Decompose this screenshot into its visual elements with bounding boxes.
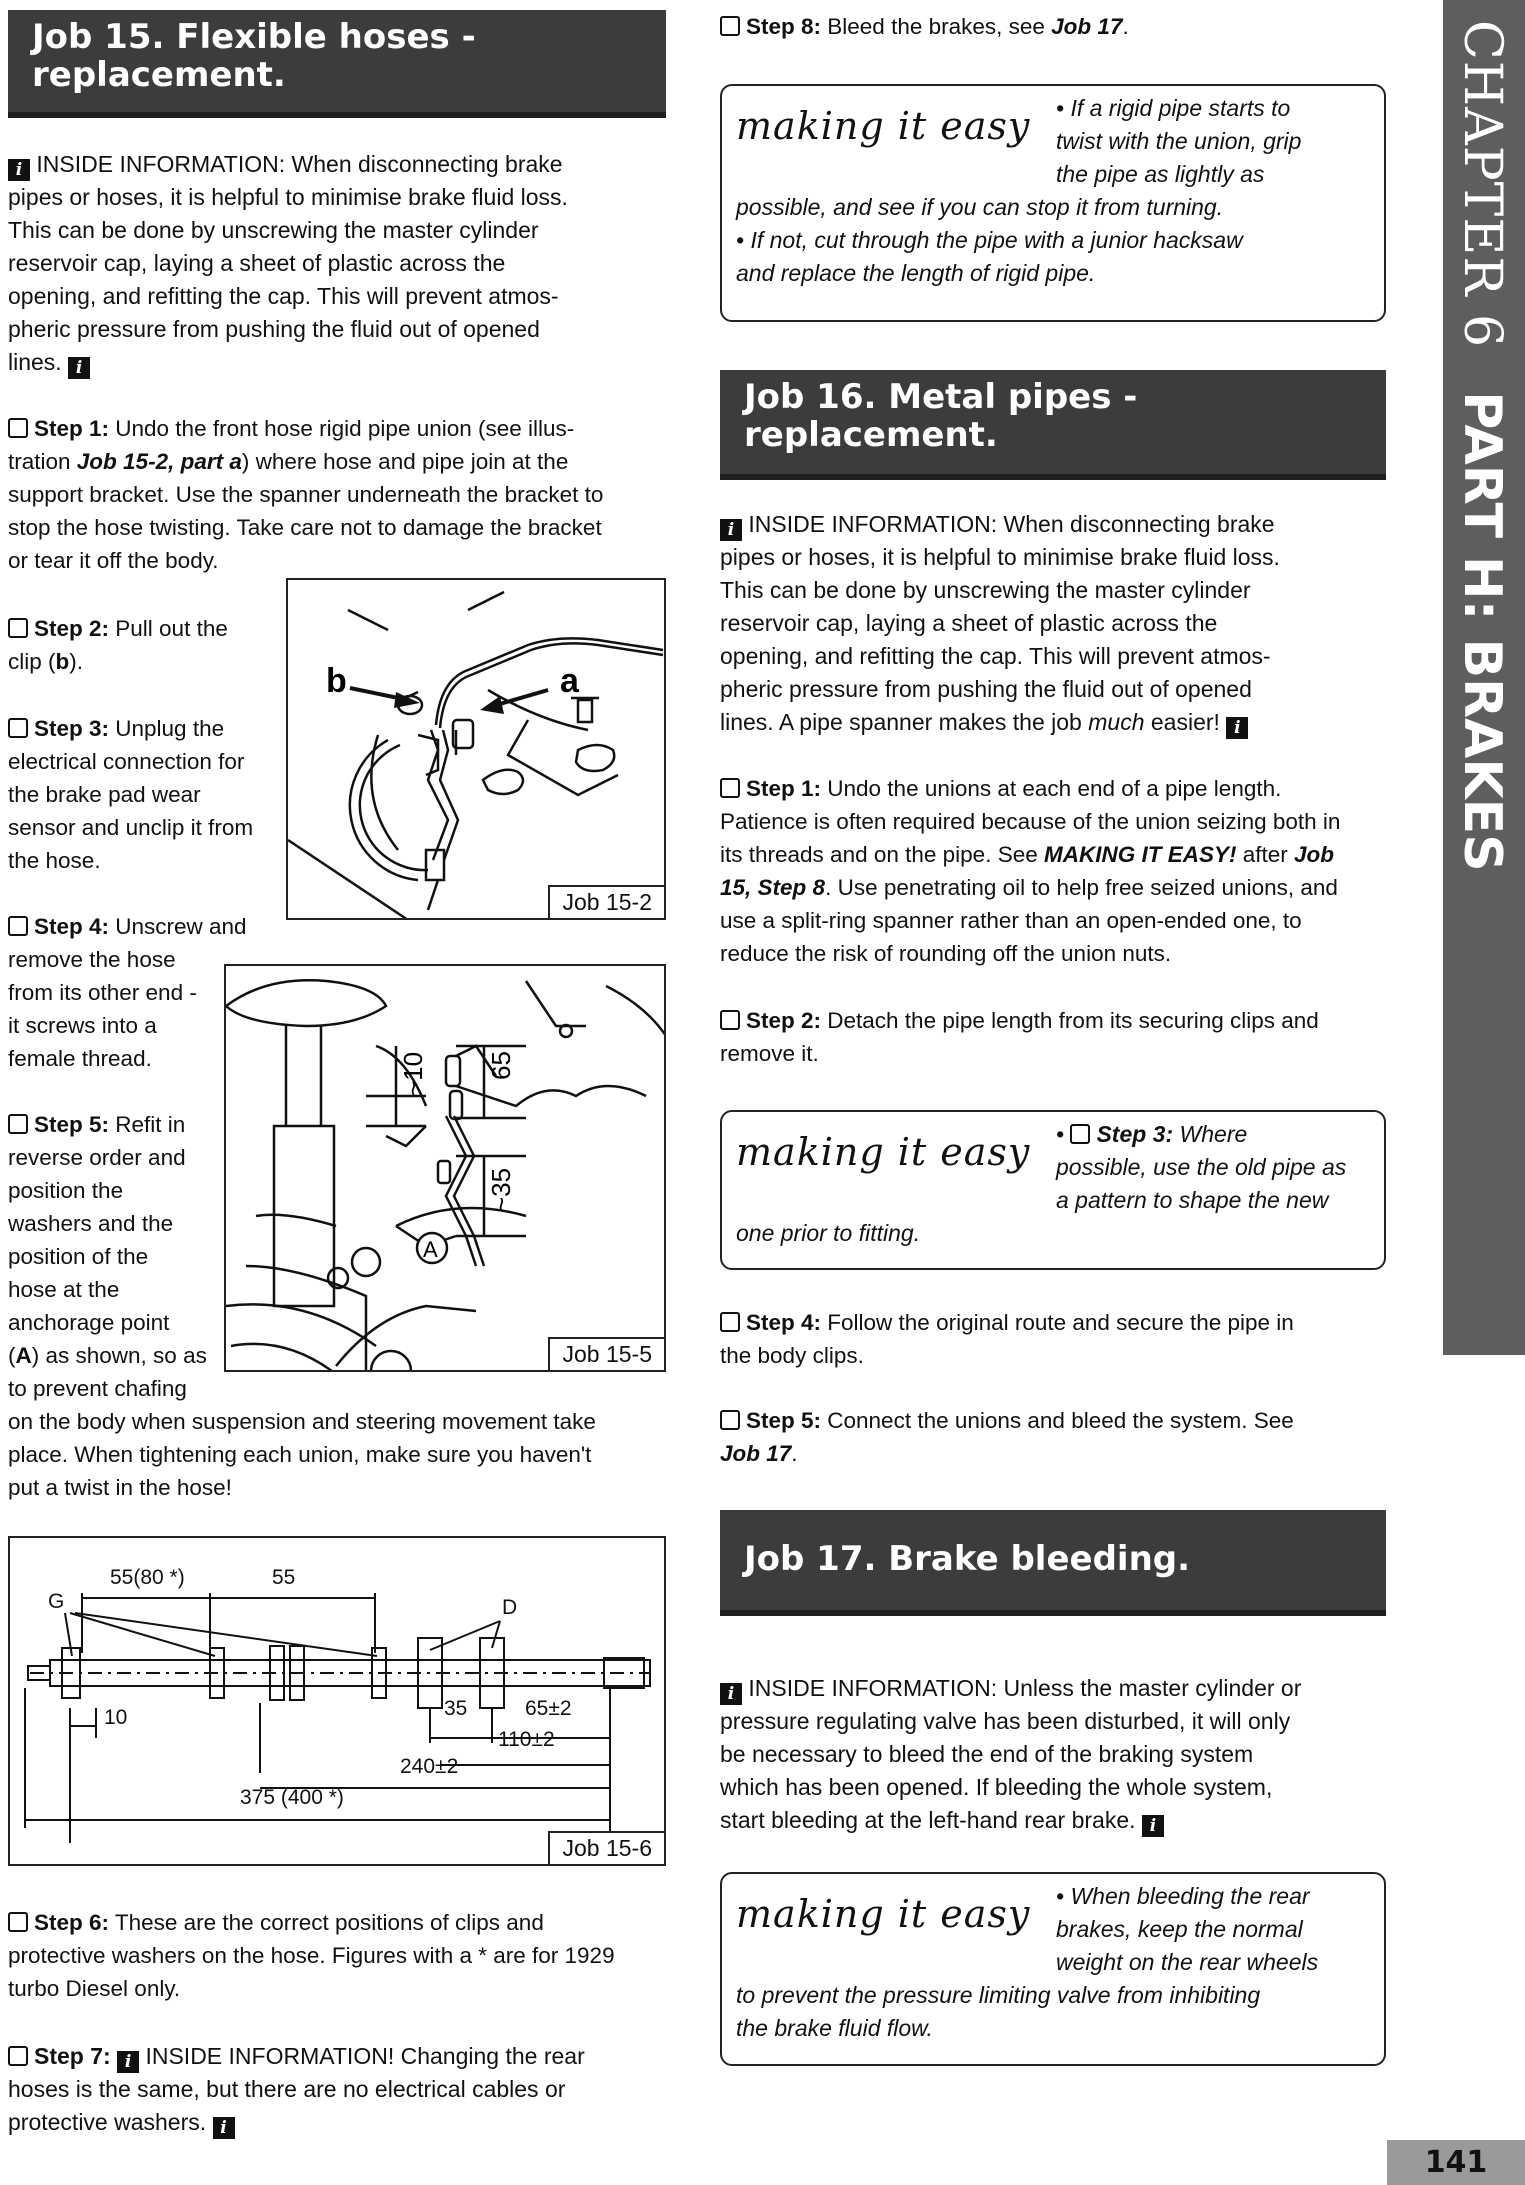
- job17-heading: Job 17. Brake bleeding.: [720, 1510, 1386, 1616]
- job15-step1: Step 1: Undo the front hose rigid pipe union (see illus- tration Job 15-2, part a) where hose and pipe join at the support bracket. Use the spanner underneath the bracket to stop the hose twisting. Take care not to damage the bracket or tear it off the body.: [8, 416, 604, 573]
- info-line: This can be done by unscrewing the master cylinder: [8, 217, 539, 243]
- job17-inside-info: i INSIDE INFORMATION: Unless the master cylinder or pressure regulating valve has been disturbed, it will only be necessary to bleed the end of the braking system which has been opened. If bleeding the whole system, start bleeding at the left-hand rear brake. i: [720, 1675, 1302, 1836]
- job15-step3: Step 3: Unplug the electrical connection for the brake pad wear sensor and unclip it from the hose.: [8, 716, 254, 873]
- figure-label: Job 15-5: [548, 1337, 664, 1370]
- job15-step7: Step 7: i INSIDE INFORMATION! Changing the rear hoses is the same, but there are no electrical cables or protective washers. i: [8, 2043, 585, 2138]
- info-line: pipes or hoses, it is helpful to minimise brake fluid loss.: [8, 184, 568, 210]
- figure-label: Job 15-6: [548, 1831, 664, 1864]
- job15-step4: Step 4: Unscrew and remove the hose from its other end - it screws into a female thread.: [8, 914, 247, 1071]
- label-D: D: [502, 1596, 518, 1619]
- dim-55-80: 55(80 *): [110, 1566, 185, 1589]
- checkbox-icon: [8, 1912, 28, 1932]
- dim-110: 110±2: [498, 1728, 555, 1751]
- job15-step5: Step 5: Refit in reverse order and position the washers and the position of the hose at the anchorage point (A) as shown, so as to prevent chafing on the body when suspension and steering movement take place. When tightening each union, make sure you haven't put a twist in the hose!: [8, 1112, 596, 1500]
- info-line: pheric pressure from pushing the fluid out of opened: [8, 316, 540, 342]
- figure-job-15-5: [224, 964, 666, 1372]
- info-icon: i: [68, 357, 90, 379]
- step-label: Step 1:: [34, 416, 110, 441]
- part-label: PART H: BRAKES: [1452, 391, 1512, 872]
- dim-10: ~10: [398, 1051, 428, 1096]
- job-reference: Job 15-2, part a: [76, 449, 242, 474]
- checkbox-icon: [8, 718, 28, 738]
- dim-35: ~35: [486, 1167, 516, 1212]
- dim-375: 375 (400 *): [240, 1786, 344, 1809]
- job16-step1: Step 1: Undo the unions at each end of a pipe length. Patience is often required because of the union seizing both in its threads and on the pipe. See MAKING IT EASY! after Job 15, Step 8. Use penetrating oil to help free seized unions, and use a split-ring spanner rather than an open-ended one, to reduce the risk of rounding off the union nuts.: [720, 776, 1341, 966]
- job16-heading: Job 16. Metal pipes - replacement.: [720, 370, 1386, 480]
- job16-step4: Step 4: Follow the original route and secure the pipe in the body clips.: [720, 1310, 1294, 1368]
- label-G: G: [48, 1590, 65, 1613]
- hose-dimension-drawing: [10, 1538, 666, 1866]
- job16-inside-info: i INSIDE INFORMATION: When disconnecting brake pipes or hoses, it is helpful to minimise brake fluid loss. This can be done by unscrewing the master cylinder reservoir cap, laying a sheet of plastic across the opening, and refitting the cap. This will prevent atmos- pheric pressure from pushing the fluid out of opened lines. A pipe spanner makes the job much easier! i: [720, 511, 1280, 738]
- label-A: A: [423, 1237, 438, 1262]
- making-it-easy-box-1: making it easy • If a rigid pipe starts to twist with the union, grip the pipe as lightly as possible, and see if you can stop it from turning. • If not, cut through the pipe with a junior hacksaw and replace the length of rigid pipe.: [720, 84, 1386, 322]
- dim-65: 65: [486, 1051, 516, 1080]
- info-line: reservoir cap, laying a sheet of plastic across the: [8, 250, 506, 276]
- making-it-easy-logo: making it easy: [736, 104, 1031, 148]
- job15-heading-line2: replacement.: [32, 55, 286, 95]
- checkbox-icon: [8, 916, 28, 936]
- info-line: INSIDE INFORMATION: When disconnecting brake: [36, 151, 563, 177]
- making-it-easy-box-3: making it easy • When bleeding the rear brakes, keep the normal weight on the rear wheels to prevent the pressure limiting valve from inhibiting the brake fluid flow.: [720, 1872, 1386, 2066]
- info-icon: i: [720, 1683, 742, 1705]
- job15-heading: [8, 10, 666, 118]
- suspension-strut-drawing: [226, 966, 666, 1372]
- checkbox-icon: [720, 1410, 740, 1430]
- dim-10: 10: [104, 1706, 128, 1729]
- checkbox-icon: [720, 778, 740, 798]
- info-icon: i: [8, 159, 30, 181]
- job15-heading-line1: Job 15. Flexible hoses -: [32, 17, 476, 57]
- info-icon: i: [1226, 717, 1248, 739]
- info-icon: i: [117, 2051, 139, 2073]
- info-icon: i: [720, 519, 742, 541]
- job15-step6: Step 6: These are the correct positions of clips and protective washers on the hose. Figures with a * are for 1929 turbo Diesel only.: [8, 1910, 615, 2001]
- making-it-easy-box-2: making it easy • Step 3: Where possible, use the old pipe as a pattern to shape the new one prior to fitting.: [720, 1110, 1386, 1270]
- dim-240: 240±2: [400, 1755, 459, 1778]
- job15-step8: Step 8: Bleed the brakes, see Job 17.: [720, 10, 1420, 43]
- checkbox-icon: [8, 618, 28, 638]
- checkbox-icon: [8, 418, 28, 438]
- info-icon: i: [213, 2117, 235, 2139]
- label-a: a: [560, 662, 579, 700]
- checkbox-icon: [1070, 1124, 1090, 1144]
- checkbox-icon: [720, 1010, 740, 1030]
- page-number: 141: [1387, 2140, 1525, 2185]
- dim-35: 35: [444, 1697, 468, 1720]
- job16-step5: Step 5: Connect the unions and bleed the system. See Job 17.: [720, 1408, 1294, 1466]
- chapter-label: CHAPTER 6: [1452, 20, 1512, 349]
- info-line: opening, and refitting the cap. This will prevent atmos-: [8, 283, 559, 309]
- checkbox-icon: [8, 2046, 28, 2066]
- info-line: lines.: [8, 349, 62, 375]
- dim-55: 55: [272, 1566, 296, 1589]
- figure-job-15-6: [8, 1536, 666, 1866]
- checkbox-icon: [720, 1312, 740, 1332]
- job15-step2: Step 2: Pull out the clip (b).: [8, 616, 228, 674]
- job16-step2: Step 2: Detach the pipe length from its securing clips and remove it.: [720, 1008, 1319, 1066]
- figure-label: Job 15-2: [548, 885, 664, 918]
- info-icon: i: [1142, 1815, 1164, 1837]
- checkbox-icon: [720, 16, 740, 36]
- checkbox-icon: [8, 1114, 28, 1134]
- making-it-easy-logo: making it easy: [736, 1130, 1031, 1174]
- brake-caliper-drawing: [288, 580, 666, 920]
- making-it-easy-logo: making it easy: [736, 1892, 1031, 1936]
- label-b: b: [326, 662, 347, 700]
- figure-job-15-2: [286, 578, 666, 920]
- job15-inside-info: [8, 148, 668, 379]
- dim-65: 65±2: [525, 1697, 572, 1720]
